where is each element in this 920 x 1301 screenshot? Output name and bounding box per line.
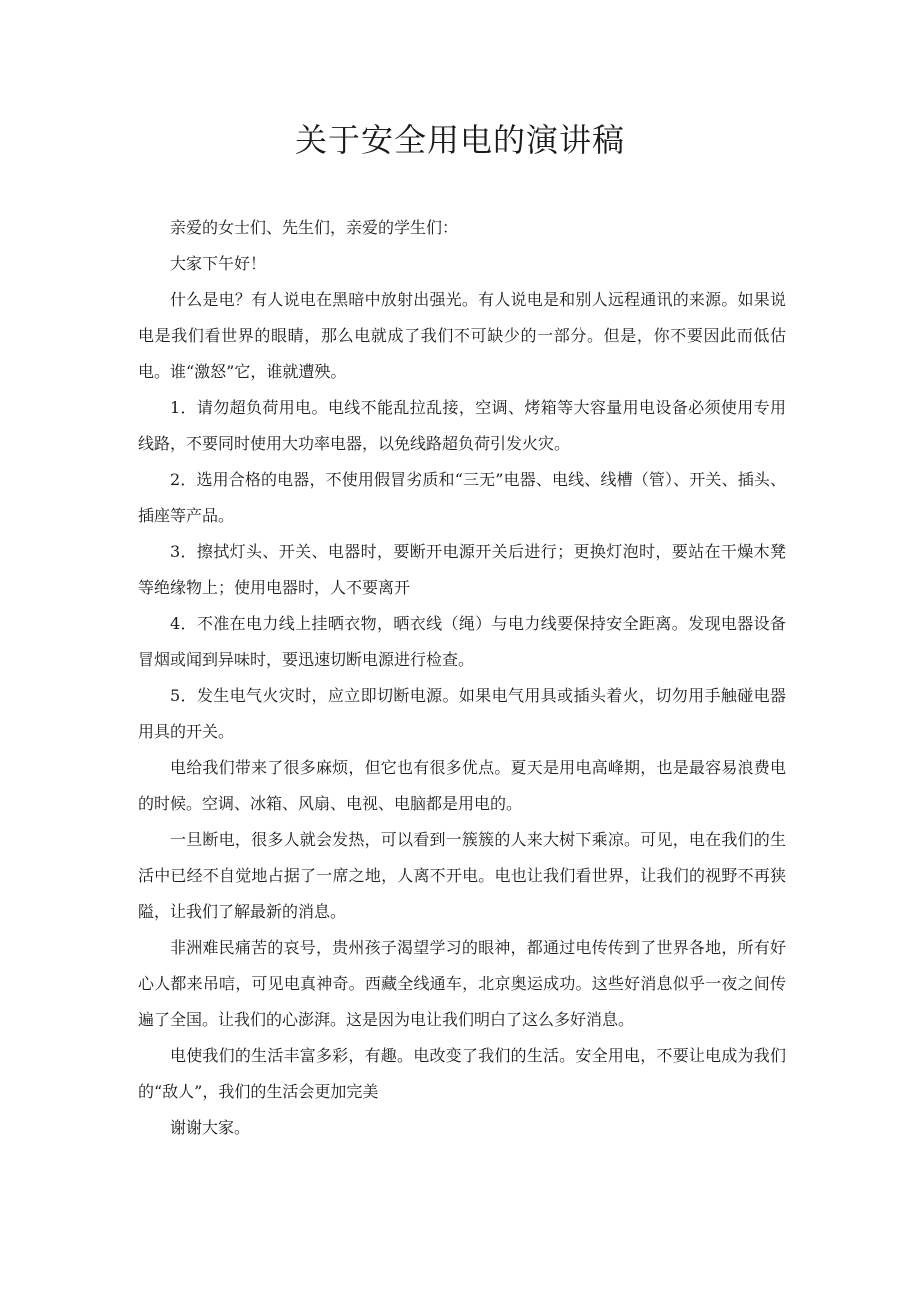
document-body	[138, 210, 786, 1146]
salutation-paragraph: 亲爱的女士们、先生们，亲爱的学生们：	[170, 218, 459, 237]
body-paragraph: 一旦断电，很多人就会发热，可以看到一簇簇的人来大树下乘凉。可见，电在我们的生活中已经不自觉地占据了一席之地，人离不开电。电也让我们看世界，让我们的视野不再狭隘，让我们了解最新的消息。	[138, 830, 786, 921]
safety-item-2: 2．选用合格的电器，不使用假冒劣质和“三无”电器、电线、线槽（管）、开关、插头、插座等产品。	[138, 470, 786, 525]
safety-item-4: 4．不准在电力线上挂晒衣物，晒衣线（绳）与电力线要保持安全距离。发现电器设备冒烟或闻到异味时，要迅速切断电源进行检查。	[138, 614, 786, 669]
body-paragraph: 非洲难民痛苦的哀号，贵州孩子渴望学习的眼神，都通过电传传到了世界各地，所有好心人都来吊唁，可见电真神奇。西藏全线通车，北京奥运成功。这些好消息似乎一夜之间传遍了全国。让我们的心澎湃。这是因为电让我们明白了这么多好消息。	[138, 938, 786, 1029]
document-title: 关于安全用电的演讲稿	[294, 121, 625, 159]
safety-item-1: 1．请勿超负荷用电。电线不能乱拉乱接，空调、烤箱等大容量用电设备必须使用专用线路，不要同时使用大功率电器，以免线路超负荷引发火灾。	[138, 398, 786, 453]
safety-item-5: 5．发生电气火灾时，应立即切断电源。如果电气用具或插头着火，切勿用手触碰电器用具的开关。	[138, 686, 786, 741]
body-paragraph: 电给我们带来了很多麻烦，但它也有很多优点。夏天是用电高峰期，也是最容易浪费电的时候。空调、冰箱、风扇、电视、电脑都是用电的。	[138, 758, 786, 813]
closing-paragraph: 谢谢大家。	[170, 1118, 251, 1137]
body-paragraph: 电使我们的生活丰富多彩，有趣。电改变了我们的生活。安全用电，不要让电成为我们的“敌人”，我们的生活会更加完美	[138, 1046, 786, 1101]
greeting-paragraph: 大家下午好！	[170, 254, 267, 273]
safety-item-3: 3．擦拭灯头、开关、电器时，要断开电源开关后进行；更换灯泡时，要站在干燥木凳等绝缘物上；使用电器时，人不要离开	[138, 542, 786, 597]
body-paragraph: 什么是电？有人说电在黑暗中放射出强光。有人说电是和别人远程通讯的来源。如果说电是我们看世界的眼睛，那么电就成了我们不可缺少的一部分。但是，你不要因此而低估电。谁“激怒”它，谁就遭殃。	[138, 290, 786, 381]
